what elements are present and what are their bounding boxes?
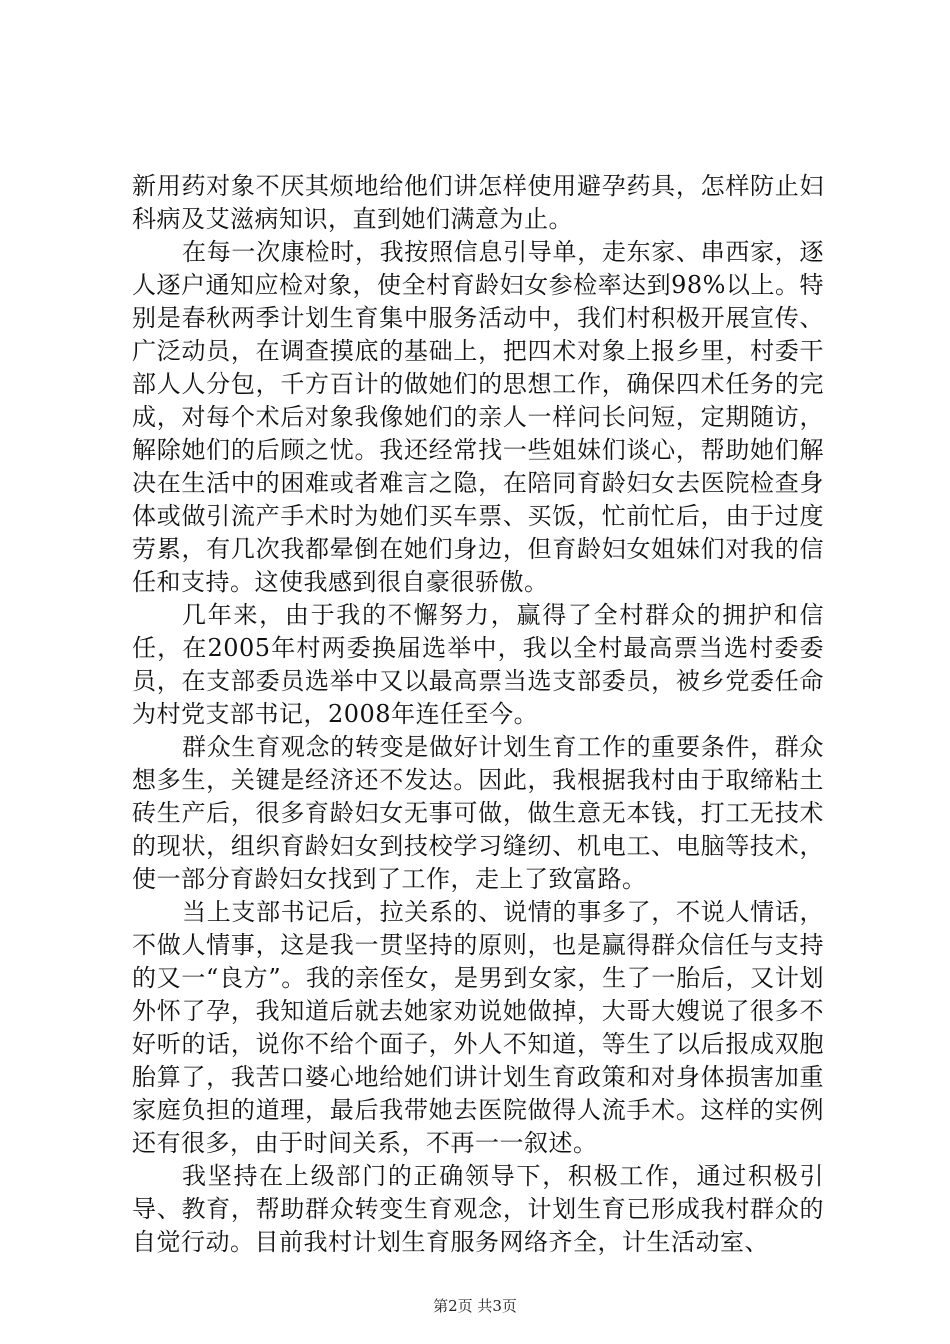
paragraph-1: 新用药对象不厌其烦地给他们讲怎样使用避孕药具，怎样防止妇科病及艾滋病知识，直到她们满意为止。	[132, 172, 824, 233]
paragraph-4: 群众生育观念的转变是做好计划生育工作的重要条件，群众想多生，关键是经济还不发达。因此，我根据我村由于取缔粘土砖生产后，很多育龄妇女无事可做，做生意无本钱，打工无技术的现状，组织育龄妇女到技校学习缝纫、机电工、电脑等技术，使一部分育龄妇女找到了工作，走上了致富路。	[132, 733, 824, 893]
paragraph-6: 我坚持在上级部门的正确领导下，积极工作，通过积极引导、教育，帮助群众转变生育观念，计划生育已形成我村群众的自觉行动。目前我村计划生育服务网络齐全，计生活动室、	[132, 1162, 824, 1256]
document-body	[132, 170, 824, 1259]
paragraph-5: 当上支部书记后，拉关系的、说情的事多了，不说人情话，不做人情事，这是我一贯坚持的原则，也是赢得群众信任与支持的又一“良方”。我的亲侄女，是男到女家，生了一胎后，又计划外怀了孕，我知道后就去她家劝说她做掉，大哥大嫂说了很多不好听的话，说你不给个面子，外人不知道，等生了以后报成双胞胎算了，我苦口婆心地给她们讲计划生育政策和对身体损害加重家庭负担的道理，最后我带她去医院做得人流手术。这样的实例还有很多，由于时间关系，不再一一叙述。	[132, 898, 824, 1157]
paragraph-3: 几年来，由于我的不懈努力，赢得了全村群众的拥护和信任，在2005年村两委换届选举中，我以全村最高票当选村委委员，在支部委员选举中又以最高票当选支部委员，被乡党委任命为村党支部书记，2008年连任至今。	[132, 601, 824, 728]
paragraph-2: 在每一次康检时，我按照信息引导单，走东家、串西家，逐人逐户通知应检对象，使全村育龄妇女参检率达到98%以上。特别是春秋两季计划生育集中服务活动中，我们村积极开展宣传、广泛动员，在调查摸底的基础上，把四术对象上报乡里，村委干部人人分包，千方百计的做她们的思想工作，确保四术任务的完成，对每个术后对象我像她们的亲人一样问长问短，定期随访，解除她们的后顾之忧。我还经常找一些姐妹们谈心，帮助她们解决在生活中的困难或者难言之隐，在陪同育龄妇女去医院检查身体或做引流产手术时为她们买车票、买饭，忙前忙后，由于过度劳累，有几次我都晕倒在她们身边，但育龄妇女姐妹们对我的信任和支持。这使我感到很自豪很骄傲。	[132, 238, 824, 596]
page-number-footer: 第2页 共3页	[433, 1297, 517, 1315]
